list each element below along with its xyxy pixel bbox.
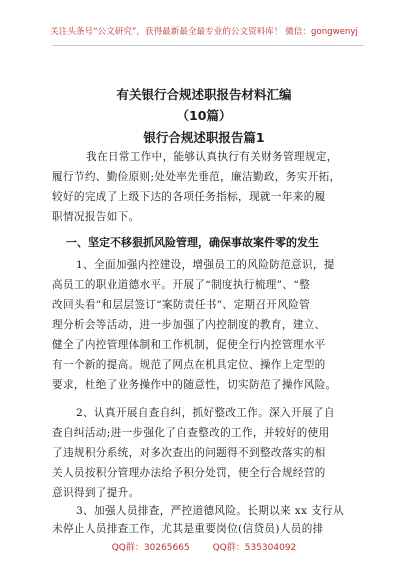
para-2-line: 查自纠活动;进一步强化了自查整改的工作，并较好的使用 (52, 427, 330, 439)
intro-line: 履行节约、勤俭原则;处处率先垂范，廉洁勤政，务实开拓， (52, 171, 341, 183)
para-1-line: 要求，杜绝了业务操作中的随意性，切实防范了操作风险。 (52, 379, 337, 391)
para-1-line: 有一个新的提高。规范了网点在机具定位、操作上定型的 (52, 359, 326, 371)
footer-qq-groups (0, 540, 408, 553)
intro-line: 较好的完成了上级下达的各项任务指标，现就一年来的履 (52, 191, 326, 203)
document-title: 有关银行合规述职报告材料汇编 (116, 87, 292, 102)
para-3-line: 3、加强人员排查，严控道德风险。长期以来 xx 支行从 (76, 505, 344, 517)
intro-line: 我在日常工作中，能够认真执行有关财务管理规定， (86, 151, 338, 163)
section-title: 银行合规述职报告篇1 (143, 130, 265, 145)
header-divider (52, 45, 364, 46)
para-2-line: 了违规积分系统，对多次查出的问题得不到整改落实的相 (52, 447, 326, 459)
para-1-line: 1、全面加强内控建设，增强员工的风险防范意识，提 (76, 259, 335, 271)
para-1-line: 高员工的职业道德水平。开展了“制度执行梳理”、“整 (52, 279, 311, 291)
heading-1: 一、坚定不移狠抓风险管理，确保事故案件零的发生 (66, 236, 319, 249)
para-1-line: 改回头看”和层层签订“案防责任书”、定期召开风险管 (52, 299, 311, 311)
para-2-line: 2、认真开展自查自纠，抓好整改工作。深入开展了自 (76, 407, 335, 419)
para-3-line: 未停止人员排查工作，尤其是重要岗位(信贷员)人员的排 (52, 523, 324, 535)
footer-qq-2: QQ群：535304092 (212, 543, 297, 553)
para-2-line: 意识得到了提升。 (52, 487, 140, 499)
intro-line: 职情况报告如下。 (52, 211, 140, 223)
para-1-line: 理分析会等活动，进一步加强了内控制度的教育，建立、 (52, 319, 326, 331)
para-1-line: 健全了内控管理体制和工作机制，促使全行内控管理水平 (52, 339, 326, 351)
document-subtitle: （10篇） (176, 108, 232, 123)
footer-qq-1: QQ群：30265665 (111, 543, 190, 553)
header-promo-text: 关注头条号“公文研究”，获得最新最全最专业的公文资料库！ 微信：gongwenyj (50, 27, 358, 37)
para-2-line: 关人员按积分管理办法给予积分处罚，使全行合规经营的 (52, 467, 326, 479)
